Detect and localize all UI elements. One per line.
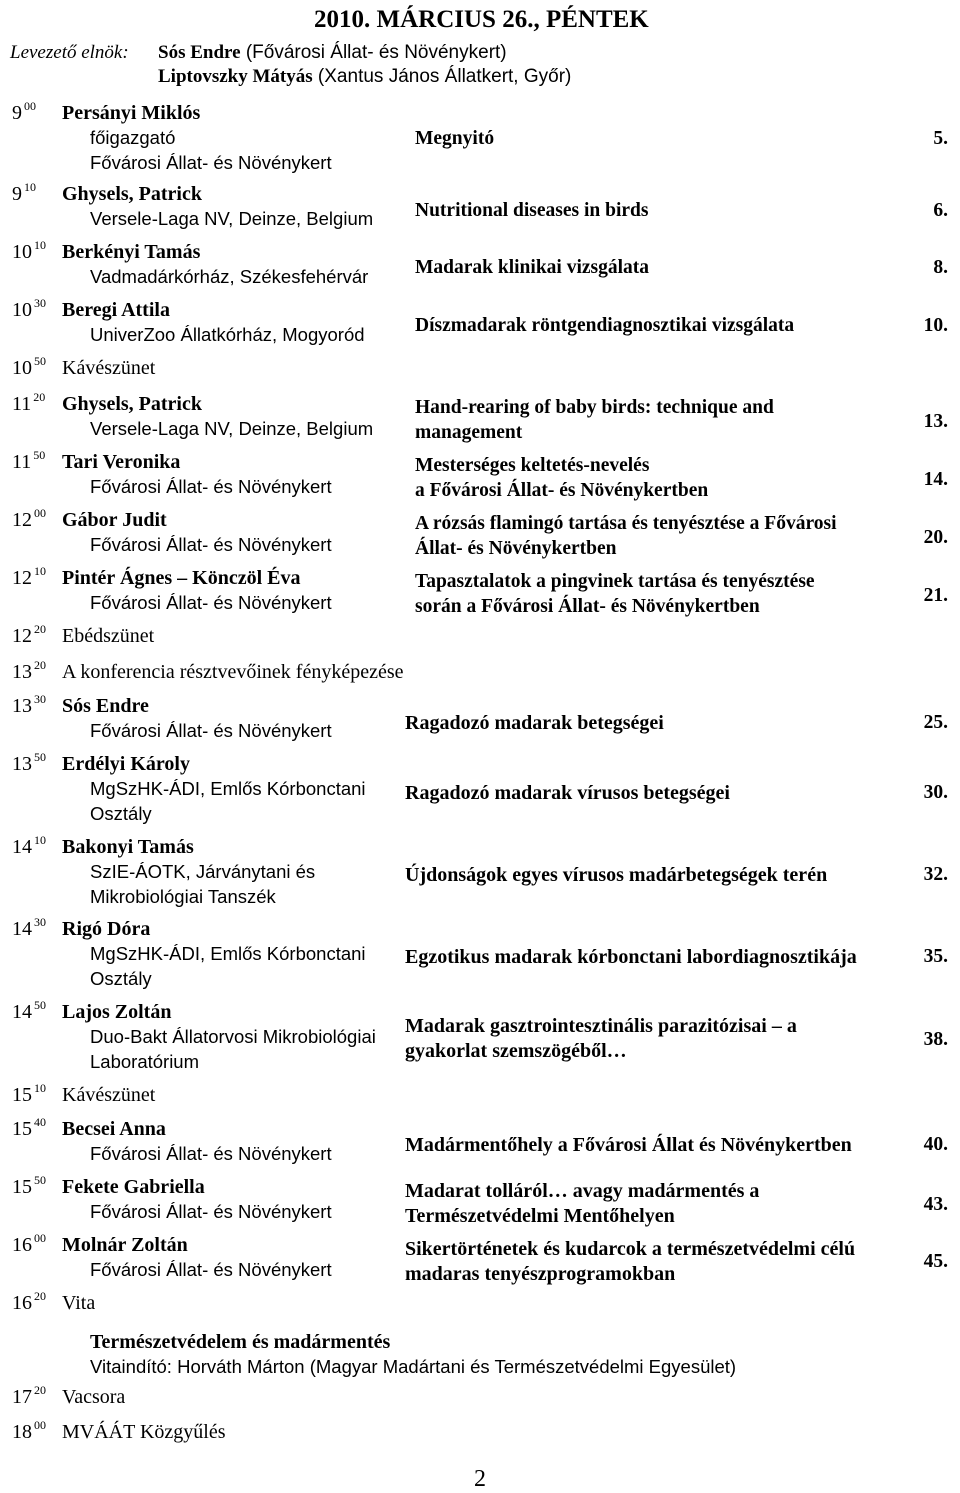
talk-title: Hand-rearing of baby birds: technique and [415, 397, 774, 418]
speaker-name: Sós Endre [62, 695, 149, 717]
speaker-name: Lajos Zoltán [62, 1001, 172, 1023]
schedule-item-label: Kávészünet [62, 357, 156, 379]
speaker-name: Pintér Ágnes – Könczöl Éva [62, 567, 301, 589]
chair-2-name: Liptovszky Mátyás [158, 66, 313, 87]
time-hour: 17 [12, 1386, 32, 1408]
time-slot [12, 564, 46, 590]
talk-title: Nutritional diseases in birds [415, 200, 649, 221]
talk-title-line2: Állat- és Növénykertben [415, 538, 617, 559]
talk-title-line2: gyakorlat szemszögéből… [405, 1040, 627, 1062]
debate-intro: Vitaindító: Horváth Márton (Magyar Madártani és Természetvédelmi Egyesület) [90, 1356, 737, 1377]
time-minutes: 10 [34, 564, 46, 578]
page-number: 2 [474, 1466, 486, 1492]
time-slot [12, 1231, 46, 1257]
page-reference: 20. [923, 527, 948, 548]
page-reference: 5. [933, 128, 948, 149]
speaker-affiliation-line2: Osztály [90, 803, 152, 824]
talk-title: Madarat tolláról… avagy madármentés a [405, 1180, 760, 1202]
speaker-name: Beregi Attila [62, 299, 170, 321]
chair-1 [158, 42, 507, 64]
time-minutes: 00 [24, 99, 36, 113]
page-reference: 32. [923, 864, 948, 885]
talk-title-line2: során a Fővárosi Állat- és Növénykertben [415, 596, 760, 617]
time-minutes: 50 [34, 354, 46, 368]
time-hour: 12 [12, 625, 32, 647]
speaker-affiliation-line2: Osztály [90, 968, 152, 989]
chair-2-affiliation: (Xantus János Állatkert, Győr) [312, 66, 572, 87]
time-slot [12, 390, 46, 416]
schedule-item-label: Vita [62, 1292, 96, 1314]
speaker-name: Persányi Miklós [62, 102, 201, 124]
time-hour: 14 [12, 918, 32, 940]
schedule-item-label: A konferencia résztvevőinek fényképezése [62, 661, 404, 683]
speaker-affiliation: Fővárosi Állat- és Növénykert [90, 1201, 332, 1222]
chair-1-name: Sós Endre [158, 42, 241, 63]
talk-title-line2: management [415, 422, 523, 443]
speaker-name: Molnár Zoltán [62, 1234, 188, 1256]
time-hour: 18 [12, 1421, 32, 1443]
time-hour: 16 [12, 1292, 32, 1314]
speaker-name: Ghysels, Patrick [62, 393, 202, 415]
speaker-affiliation: Fővárosi Állat- és Növénykert [90, 476, 332, 497]
time-minutes: 50 [34, 750, 46, 764]
time-hour: 10 [12, 299, 32, 321]
debate-title: Természetvédelem és madármentés [90, 1331, 391, 1353]
time-slot [12, 354, 46, 380]
time-hour: 15 [12, 1118, 32, 1140]
speaker-name: Bakonyi Tamás [62, 836, 194, 858]
time-hour: 15 [12, 1084, 32, 1106]
page-reference: 35. [923, 946, 948, 967]
talk-title: A rózsás flamingó tartása és tenyésztése a Fővárosi [415, 513, 837, 534]
time-minutes: 10 [34, 833, 46, 847]
speaker-affiliation: Duo-Bakt Állatorvosi Mikrobiológiai [90, 1026, 376, 1047]
speaker-name: Rigó Dóra [62, 918, 151, 940]
time-slot [12, 238, 46, 264]
speaker-name: Becsei Anna [62, 1118, 166, 1140]
time-hour: 11 [12, 393, 32, 415]
time-minutes: 50 [33, 448, 46, 462]
time-slot [12, 99, 36, 125]
talk-title: Díszmadarak röntgendiagnosztikai vizsgálata [415, 315, 795, 336]
time-slot [12, 180, 36, 206]
time-minutes: 50 [34, 1173, 46, 1187]
page-reference: 43. [923, 1194, 948, 1215]
time-slot [12, 1081, 46, 1107]
time-minutes: 10 [34, 238, 46, 252]
time-slot [12, 1289, 46, 1315]
page-date: 2010. MÁRCIUS 26., PÉNTEK [314, 6, 649, 33]
speaker-name: Gábor Judit [62, 509, 167, 531]
time-slot [12, 750, 46, 776]
time-minutes: 20 [34, 1289, 46, 1303]
chair-2 [158, 66, 571, 88]
time-minutes: 50 [34, 998, 46, 1012]
speaker-affiliation: főigazgató [90, 127, 176, 148]
talk-title: Ragadozó madarak betegségei [405, 712, 664, 734]
talk-title: Ragadozó madarak vírusos betegségei [405, 782, 730, 804]
talk-title-line2: Természetvédelmi Mentőhelyen [405, 1205, 675, 1227]
talk-title: Tapasztalatok a pingvinek tartása és tenyésztése [415, 571, 815, 592]
time-hour: 15 [12, 1176, 32, 1198]
speaker-name: Berkényi Tamás [62, 241, 201, 263]
time-slot [12, 1418, 46, 1444]
time-minutes: 20 [33, 390, 46, 404]
talk-title: Egzotikus madarak kórbonctani labordiagnosztikája [405, 946, 857, 968]
speaker-affiliation: Fővárosi Állat- és Növénykert [90, 592, 332, 613]
time-hour: 11 [12, 451, 32, 473]
speaker-affiliation: UniverZoo Állatkórház, Mogyoród [90, 324, 365, 345]
time-minutes: 10 [34, 1081, 46, 1095]
time-minutes: 40 [34, 1115, 46, 1129]
speaker-name: Tari Veronika [62, 451, 181, 473]
chair-1-affiliation: (Fővárosi Állat- és Növénykert) [240, 42, 507, 63]
speaker-affiliation: Versele-Laga NV, Deinze, Belgium [90, 208, 374, 229]
chair-label: Levezető elnök: [10, 42, 129, 63]
time-slot [12, 692, 46, 718]
time-hour: 10 [12, 241, 32, 263]
speaker-name: Erdélyi Károly [62, 753, 190, 775]
speaker-affiliation: MgSzHK-ÁDI, Emlős Kórbonctani [90, 943, 366, 964]
time-hour: 13 [12, 753, 32, 775]
speaker-affiliation: Vadmadárkórház, Székesfehérvár [90, 266, 369, 287]
page-reference: 25. [923, 712, 948, 733]
speaker-affiliation: Fővárosi Állat- és Növénykert [90, 534, 332, 555]
time-hour: 13 [12, 661, 32, 683]
time-hour: 9 [12, 102, 22, 124]
speaker-affiliation: Versele-Laga NV, Deinze, Belgium [90, 418, 374, 439]
time-minutes: 10 [24, 180, 36, 194]
time-slot [12, 1383, 46, 1409]
speaker-affiliation: Fővárosi Állat- és Növénykert [90, 1259, 332, 1280]
time-minutes: 30 [34, 296, 46, 310]
time-hour: 12 [12, 509, 32, 531]
time-minutes: 20 [34, 622, 46, 636]
schedule-item-label: Ebédszünet [62, 625, 155, 647]
speaker-affiliation-line2: Fővárosi Állat- és Növénykert [90, 152, 332, 173]
time-minutes: 30 [34, 692, 46, 706]
schedule-item-label: MVÁÁT Közgyűlés [62, 1421, 226, 1443]
time-slot [12, 915, 46, 941]
schedule-item-label: Vacsora [62, 1386, 126, 1408]
talk-title: Madármentőhely a Fővárosi Állat és Növénykertben [405, 1134, 852, 1156]
time-minutes: 30 [34, 915, 46, 929]
time-minutes: 00 [34, 1231, 46, 1245]
page-reference: 21. [923, 585, 948, 606]
time-slot [12, 448, 46, 474]
talk-title: Madarak klinikai vizsgálata [415, 257, 650, 278]
talk-title: Sikertörténetek és kudarcok a természetvédelmi célú [405, 1238, 856, 1260]
talk-title: Megnyitó [415, 128, 495, 149]
page-reference: 30. [923, 782, 948, 803]
talk-title-line2: a Fővárosi Állat- és Növénykertben [415, 480, 709, 501]
page-reference: 38. [923, 1029, 948, 1050]
page-reference: 10. [923, 315, 948, 336]
time-hour: 14 [12, 1001, 32, 1023]
talk-title: Újdonságok egyes vírusos madárbetegségek terén [405, 864, 828, 886]
time-minutes: 00 [34, 506, 46, 520]
page-reference: 45. [923, 1251, 948, 1272]
time-slot [12, 296, 46, 322]
speaker-affiliation-line2: Mikrobiológiai Tanszék [90, 886, 276, 907]
time-minutes: 20 [34, 1383, 46, 1397]
time-hour: 10 [12, 357, 32, 379]
time-hour: 9 [12, 183, 22, 205]
page-reference: 6. [933, 200, 948, 221]
talk-title: Mesterséges keltetés-nevelés [415, 455, 650, 476]
speaker-affiliation: SzIE-ÁOTK, Járványtani és [90, 861, 316, 882]
time-minutes: 00 [34, 1418, 46, 1432]
time-hour: 14 [12, 836, 32, 858]
page-reference: 14. [923, 469, 948, 490]
speaker-affiliation: Fővárosi Állat- és Növénykert [90, 720, 332, 741]
page-reference: 8. [933, 257, 948, 278]
talk-title-line2: madaras tenyészprogramokban [405, 1263, 676, 1285]
time-slot [12, 1173, 46, 1199]
speaker-name: Fekete Gabriella [62, 1176, 205, 1198]
time-hour: 13 [12, 695, 32, 717]
time-slot [12, 1115, 46, 1141]
time-hour: 12 [12, 567, 32, 589]
time-hour: 16 [12, 1234, 32, 1256]
speaker-affiliation: MgSzHK-ÁDI, Emlős Kórbonctani [90, 778, 366, 799]
speaker-affiliation: Fővárosi Állat- és Növénykert [90, 1143, 332, 1164]
time-slot [12, 506, 46, 532]
time-minutes: 20 [34, 658, 46, 672]
time-slot [12, 622, 46, 648]
time-slot [12, 833, 46, 859]
time-slot [12, 998, 46, 1024]
talk-title: Madarak gasztrointesztinális parazitózisai – a [405, 1015, 797, 1037]
speaker-affiliation-line2: Laboratórium [90, 1051, 200, 1072]
page-reference: 40. [923, 1134, 948, 1155]
schedule-item-label: Kávészünet [62, 1084, 156, 1106]
time-slot [12, 658, 46, 684]
page-reference: 13. [923, 411, 948, 432]
speaker-name: Ghysels, Patrick [62, 183, 202, 205]
